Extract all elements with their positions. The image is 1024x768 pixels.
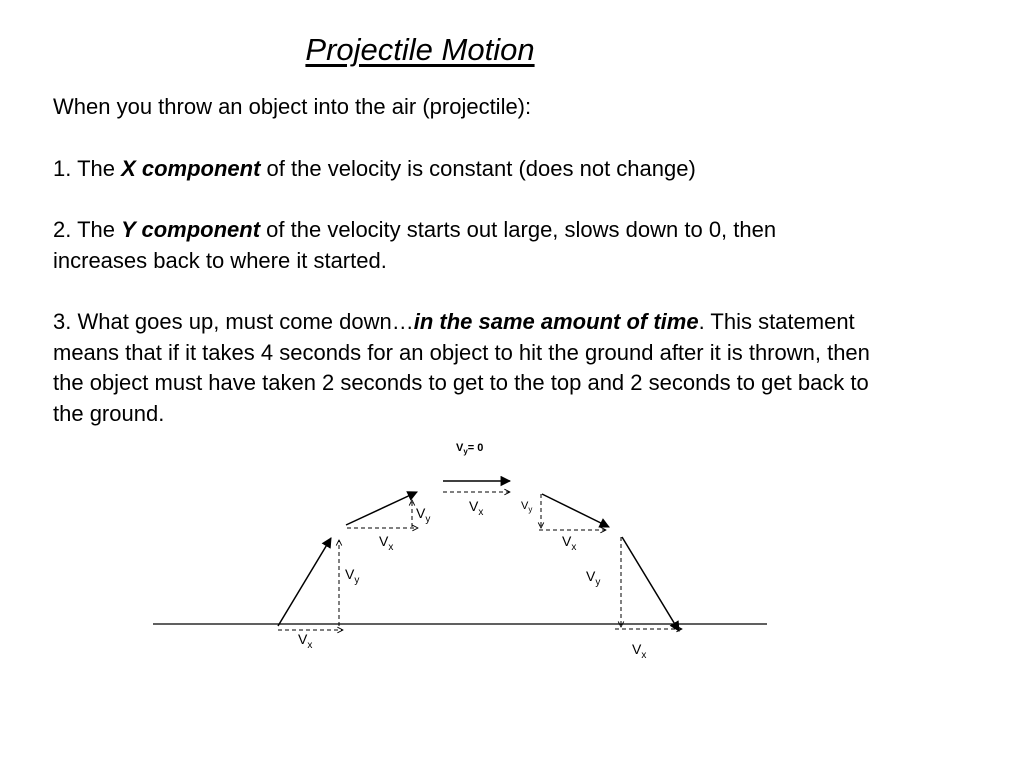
point-1-emphasis: X component: [121, 155, 261, 181]
vy-zero-label: $V_y= 0$: [456, 442, 484, 456]
resultant-arrow: [278, 538, 331, 626]
vx-label: $V_x$: [632, 641, 647, 661]
point-2-lead: 2. The: [53, 217, 122, 242]
velocity-vector-1: [278, 538, 359, 651]
point-3-lead: 3. What goes up, must come down…: [53, 309, 414, 334]
velocity-vector-top: [443, 442, 510, 518]
resultant-arrow: [622, 537, 679, 631]
resultant-arrow: [542, 494, 609, 527]
velocity-vector-4: [586, 537, 682, 661]
point-1-lead: 1. The: [53, 155, 122, 181]
vx-label: $V_x$: [562, 533, 577, 553]
point-3-emphasis: in the same amount of time: [413, 309, 699, 334]
vy-label: $V_y$: [416, 505, 431, 525]
velocity-vector-3: [521, 494, 609, 553]
point-3-rest: . This statement means that if it takes 4 seconds for an object to hit the ground after it is thrown, then the object must have taken 2 seconds to get to the top and 2 seconds to get back to the ground.: [53, 309, 870, 426]
point-2-emphasis: Y component: [121, 217, 261, 242]
vx-label: $V_x$: [469, 498, 484, 518]
point-1-rest: of the velocity is constant (does not change): [260, 155, 696, 181]
resultant-arrow: [346, 492, 417, 525]
vy-label: $V_y$: [521, 500, 533, 514]
velocity-vector-2: [346, 492, 430, 553]
vy-label: $V_y$: [586, 568, 601, 588]
point-2-rest: of the velocity starts out large, slows down to 0, then increases back to where it started.: [53, 217, 777, 273]
page-title: Projectile Motion: [305, 32, 535, 67]
vy-label: $V_y$: [345, 566, 360, 586]
intro-text: When you throw an object into the air (projectile):: [53, 94, 532, 119]
vx-label: $V_x$: [298, 631, 313, 651]
vx-label: $V_x$: [379, 533, 394, 553]
